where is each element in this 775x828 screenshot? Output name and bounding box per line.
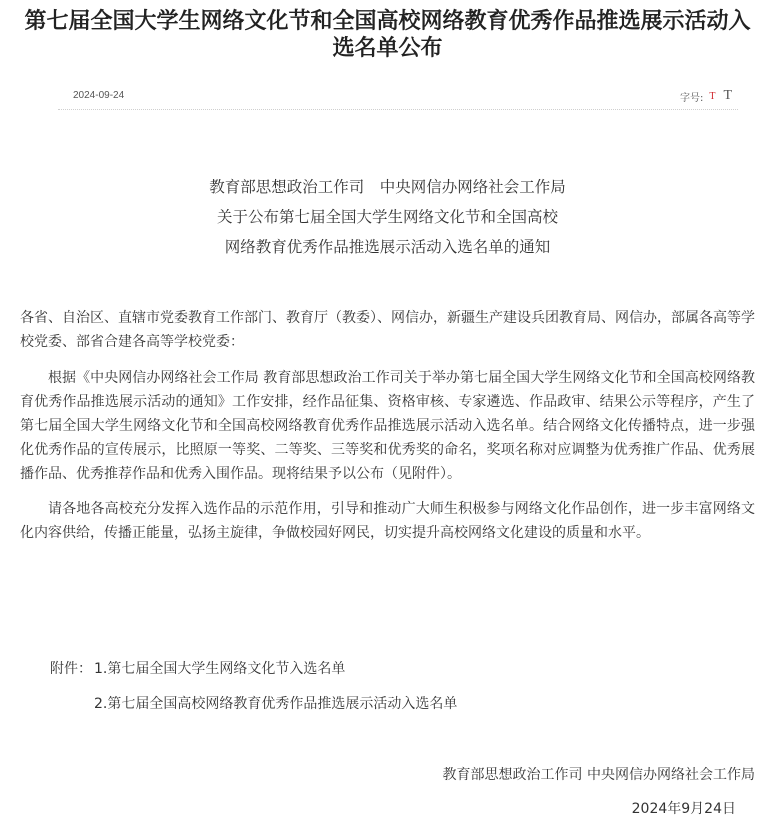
salutation-paragraph: 各省、自治区、直辖市党委教育工作部门、教育厅（教委）、网信办，新疆生产建设兵团教育局、网信办，部属各高等学校党委、部省合建各高等学校党委：	[20, 310, 755, 350]
notice-title-line1: 关于公布第七届全国大学生网络文化节和全国高校	[216, 208, 558, 226]
font-size-control	[680, 86, 732, 106]
font-size-small-button[interactable]: T	[709, 90, 716, 102]
font-size-large-button[interactable]: T	[723, 88, 732, 103]
publish-date: 2024-09-24	[73, 90, 125, 101]
attachment-link-2[interactable]: 2.第七届全国高校网络教育优秀作品推选展示活动入选名单	[94, 696, 458, 712]
notice-issuers: 教育部思想政治工作司 中央网信办网络社会工作局	[209, 178, 566, 196]
attachments-label: 附件：	[50, 661, 92, 677]
font-size-label: 字号:	[679, 92, 704, 104]
signature-orgs: 教育部思想政治工作司 中央网信办网络社会工作局	[442, 767, 755, 783]
article-meta-bar	[58, 84, 738, 110]
notice-title-line2: 网络教育优秀作品推选展示活动入选名单的通知	[224, 238, 551, 256]
article-title: 第七届全国大学生网络文化节和全国高校网络教育优秀作品推选展示活动入选名单公布	[24, 9, 751, 61]
signature-date: 2024年9月24日	[631, 801, 736, 817]
body-paragraph-2: 请各地各高校充分发挥入选作品的示范作用，引导和推动广大师生积极参与网络文化作品创作，进一步丰富网络文化内容供给，传播正能量，弘扬主旋律，争做校园好网民，切实提升高校网络文化建设的质量和水平。	[20, 501, 755, 541]
body-paragraph-1: 根据《中央网信办网络社会工作局 教育部思想政治工作司关于举办第七届全国大学生网络文化节和全国高校网络教育优秀作品推选展示活动的通知》工作安排，经作品征集、资格审核、专家遴选、作品政审、结果公示等程序，产生了第七届全国大学生网络文化节和全国高校网络教育优秀作品推选展示活动入选名单。结合网络文化传播特点，进一步强化优秀作品的宣传展示，比照原一等奖、二等奖、三等奖和优秀奖的命名，奖项名称对应调整为优秀推广作品、优秀展播作品、优秀推荐作品和优秀入围作品。现将结果予以公布（见附件）。	[20, 370, 755, 482]
attachment-link-1[interactable]: 1.第七届全国大学生网络文化节入选名单	[94, 661, 346, 677]
